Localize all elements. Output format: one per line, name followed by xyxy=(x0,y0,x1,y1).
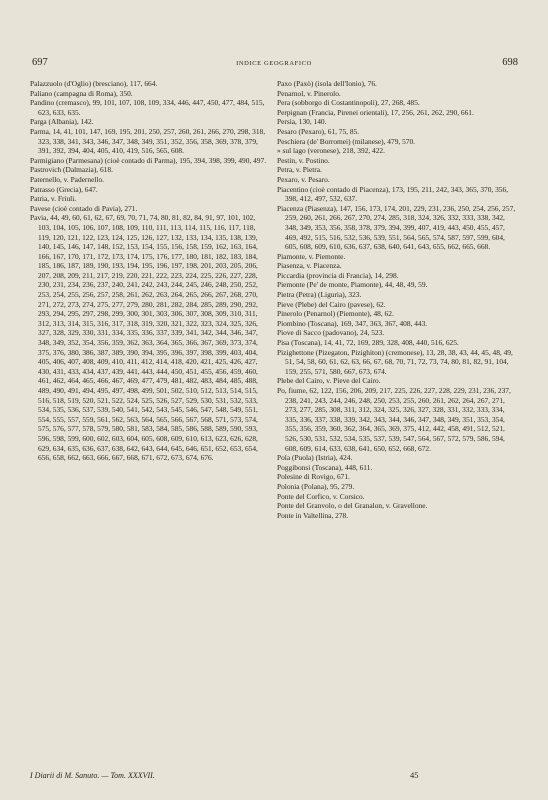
index-entry: Polonia (Polana), 95, 279. xyxy=(277,481,355,491)
index-entry: Paxo (Paxò) (isola dell'Ionio), 76. xyxy=(277,79,377,88)
signature-number: 45 xyxy=(410,770,419,780)
index-entry: Plebe del Cairo, v. Pieve del Cairo. xyxy=(277,376,381,386)
index-entry: Piacentino (cioè contado di Piacenza), 173, 195, 211, 242, 343, 365, 370, 356, 398, 412, 497, 532, 637. xyxy=(277,184,509,204)
index-entry: Polesine di Rovigo, 671. xyxy=(277,472,350,482)
index-entry: Pisa (Toscana), 14, 41, 72, 169, 289, 328, 408, 440, 516, 625. xyxy=(277,338,459,348)
index-entry: Piove di Sacco (padovano), 24, 523. xyxy=(277,328,385,338)
index-entry: Peschiera (de' Borromei) (milanese), 479, 570. xyxy=(277,136,416,146)
footer-note: I Diarii di M. Sanuto. — Tom. XXXVII. xyxy=(30,771,155,780)
index-entry: Paliano (campagna di Roma), 350. xyxy=(30,88,133,98)
index-entry: Pinerolo (Penarnol) (Piemonte), 48, 62. xyxy=(277,309,394,319)
index-entry: Piacenza (Piasenza), 147, 156, 173, 174, 201, 229, 231, 236, 250, 254, 256, 257, 259, 260, 261, 266, 267, 270, 274, 285, 318, 324, 326, 332, 333, 338, 342, 348, 349, 353, 356, 358, 378, 379, 394, 399, 407, 419, 443, 450, 455, 457, 469, 492, 515, 516, 532, 536, 539, 551, 564, 565, 574, 587, 597, 599, 604, 605, 608, 609, 610, 636, 637, 638, 640, 641, 643, 655, 662, 665, 668. xyxy=(277,203,516,252)
index-entry: Po, fiume, 62, 122, 156, 206, 209, 217, 225, 226, 227, 228, 229, 231, 236, 237, 238, 241, 243, 244, 246, 248, 250, 253, 255, 260, 261, 262, 264, 267, 271, 273, 277, 285, 308, 311, 312, 324, 325, 326, 327, 328, 331, 332, 333, 334, 335, 336, 337, 338, 339, 342, 343, 344, 346, 347, 348, 349, 351, 353, 354, 355, 356, 359, 360, 362, 364, 365, 369, 375, 412, 442, 458, 491, 512, 521, 526, 530, 531, 532, 534, 535, 537, 539, 547, 564, 567, 572, 579, 586, 594, 608, 609, 614, 633, 638, 641, 650, 652, 668, 672. xyxy=(277,386,511,453)
index-entry: Patrasso (Grecia), 647. xyxy=(30,184,98,194)
index-entry: Pavese (cioè contado di Pavia), 271. xyxy=(30,203,138,213)
index-entry: Perpignan (Francia, Pirenei orientali), 17, 256, 261, 262, 290, 661. xyxy=(277,107,474,117)
index-entry: Pavia, 44, 49, 60, 61, 62, 67, 69, 70, 71, 74, 80, 81, 82, 84, 91, 97, 101, 102, 103, 104, 105, 106, 107, 108, 109, 110, 111, 113, 114, 115, 116, 117, 118, 119, 120, 121, 122, 123, 124, 125, 126, 127, 132, 133, 134, 135, 138, 139, 140, 145, 146, 147, 148, 152, 153, 154, 155, 156, 158, 159, 162, 163, 164, 166, 167, 170, 171, 172, 173, 174, 175, 176, 177, 180, 181, 182, 183, 184, 185, 186, 187, 189, 190, 193, 194, 195, 196, 197, 198, 201, 203, 205, 206, 207, 208, 209, 211, 217, 219, 220, 221, 222, 223, 224, 225, 226, 227, 228, 230, 231, 234, 236, 237, 240, 241, 242, 243, 244, 245, 246, 248, 250, 252, 253, 254, 255, 256, 257, 258, 261, 262, 263, 264, 265, 266, 267, 268, 270, 271, 272, 273, 274, 275, 277, 279, 280, 281, 282, 284, 285, 289, 290, 292, 293, 294, 295, 297, 298, 299, 300, 301, 303, 306, 307, 308, 309, 310, 311, 312, 313, 314, 315, 316, 317, 318, 319, 320, 321, 322, 323, 324, 325, 326, 327, 328, 329, 330, 331, 334, 335, 336, 337, 339, 341, 342, 344, 346, 347, 348, 349, 352, 354, 356, 359, 362, 363, 364, 365, 366, 367, 369, 373, 374, 375, 376, 380, 386, 387, 389, 390, 394, 395, 396, 397, 398, 399, 403, 404, 405, 406, 407, 408, 409, 410, 411, 412, 414, 418, 420, 421, 425, 426, 427, 430, 431, 433, 434, 437, 439, 441, 443, 444, 450, 451, 455, 456, 459, 460, 461, 462, 464, 465, 466, 467, 469, 477, 479, 481, 482, 483, 484, 485, 488, 489, 490, 491, 494, 495, 497, 498, 499, 501, 502, 510, 512, 513, 514, 515, 516, 518, 519, 520, 521, 522, 524, 525, 526, 527, 529, 530, 531, 532, 533, 534, 535, 536, 537, 539, 540, 541, 542, 543, 545, 546, 547, 548, 549, 551, 554, 555, 557, 559, 561, 562, 563, 564, 565, 566, 567, 568, 571, 573, 574, 575, 576, 577, 578, 579, 580, 581, 583, 584, 585, 586, 588, 589, 590, 593, 596, 598, 599, 600, 602, 603, 604, 605, 608, 609, 610, 613, 623, 626, 628, 629, 634, 635, 636, 637, 638, 642, 643, 644, 645, 646, 651, 652, 653, 654, 656, 658, 662, 663, 666, 667, 668, 671, 672, 673, 674, 676. xyxy=(30,213,258,463)
index-entry: Ponte in Valtellina, 278. xyxy=(277,510,349,520)
right-column xyxy=(277,79,519,520)
running-title: INDICE GEOGRAFICO xyxy=(236,60,312,67)
index-entry: Pexaro, v. Pesaro. xyxy=(277,174,330,184)
index-entry: » sul lago (veronese), 218, 392, 422. xyxy=(277,146,385,156)
index-entry: Penarnol, v. Pinerolo. xyxy=(277,88,341,98)
index-entry: Pesaro (Pexaro), 61, 75, 85. xyxy=(277,126,360,136)
index-entry: Paternello, v. Padernello. xyxy=(30,174,105,184)
index-entry: Pera (sobborgo di Costantinopoli), 27, 268, 485. xyxy=(277,98,420,108)
left-page-number: 697 xyxy=(32,57,48,68)
index-entry: Pietra (Petra) (Liguria), 323. xyxy=(277,290,362,300)
index-entry: Pieve (Plebe) del Cairo (pavese), 62. xyxy=(277,299,386,309)
index-entry: Persia, 130, 140. xyxy=(277,117,327,127)
index-entry: Pandino (cremasco), 99, 101, 107, 108, 109, 334, 446, 447, 450, 477, 484, 515, 623, 633, 635. xyxy=(30,98,265,117)
index-entry: Patria, v. Friuli. xyxy=(30,194,77,204)
index-entry: Ponte del Granvolo, o del Granalon, v. Gravellone. xyxy=(277,501,428,511)
index-entry: Piemonte (Pe' de monte, Piamonte), 44, 48, 49, 59. xyxy=(277,280,428,290)
index-entry: Parmigiano (Parmesana) (cioè contado di Parma), 195, 394, 398, 399, 490, 497. xyxy=(30,155,267,165)
index-entry: Piasenza, v. Piacenza. xyxy=(277,261,342,271)
index-entry: Pizighettone (Pizegaton, Pizighiton) (cremonese), 13, 28, 38, 43, 44, 45, 48, 49, 51, 54, 58, 60, 61, 62, 63, 66, 67, 68, 70, 71, 72, 73, 74, 80, 81, 82, 91, 104, 159, 255, 571, 580, 667, 673, 674. xyxy=(277,347,513,376)
index-entry: Poggibonsi (Toscana), 448, 611. xyxy=(277,462,373,472)
index-entry: Piccardia (provincia di Francia), 14, 298. xyxy=(277,270,399,280)
index-entry: Piombino (Toscana), 169, 347, 363, 367, 408, 443. xyxy=(277,318,428,328)
index-entry: Parga (Albania), 142. xyxy=(30,117,94,127)
index-entry: Petra, v. Pietra. xyxy=(277,165,322,175)
left-column xyxy=(30,79,267,463)
right-page-number: 698 xyxy=(502,57,518,68)
index-entry: Pola (Puola) (Istria), 424. xyxy=(277,453,353,463)
index-entry: Palazzuolo (d'Oglio) (bresciano), 117, 664. xyxy=(30,79,158,88)
index-entry: Parma, 14, 41, 101, 147, 169, 195, 201, 250, 257, 260, 261, 266, 270, 298, 318, 323, 338, 341, 343, 346, 347, 348, 349, 351, 352, 356, 358, 369, 378, 379, 391, 392, 394, 404, 405, 410, 419, 516, 565, 608. xyxy=(30,126,266,156)
index-entry: Pestin, v. Postino. xyxy=(277,155,330,165)
index-entry: Ponte del Corfico, v. Corsico. xyxy=(277,491,365,501)
index-entry: Pastrovich (Dalmazia), 618. xyxy=(30,165,113,175)
index-entry: Piamonte, v. Piemonte. xyxy=(277,251,346,261)
